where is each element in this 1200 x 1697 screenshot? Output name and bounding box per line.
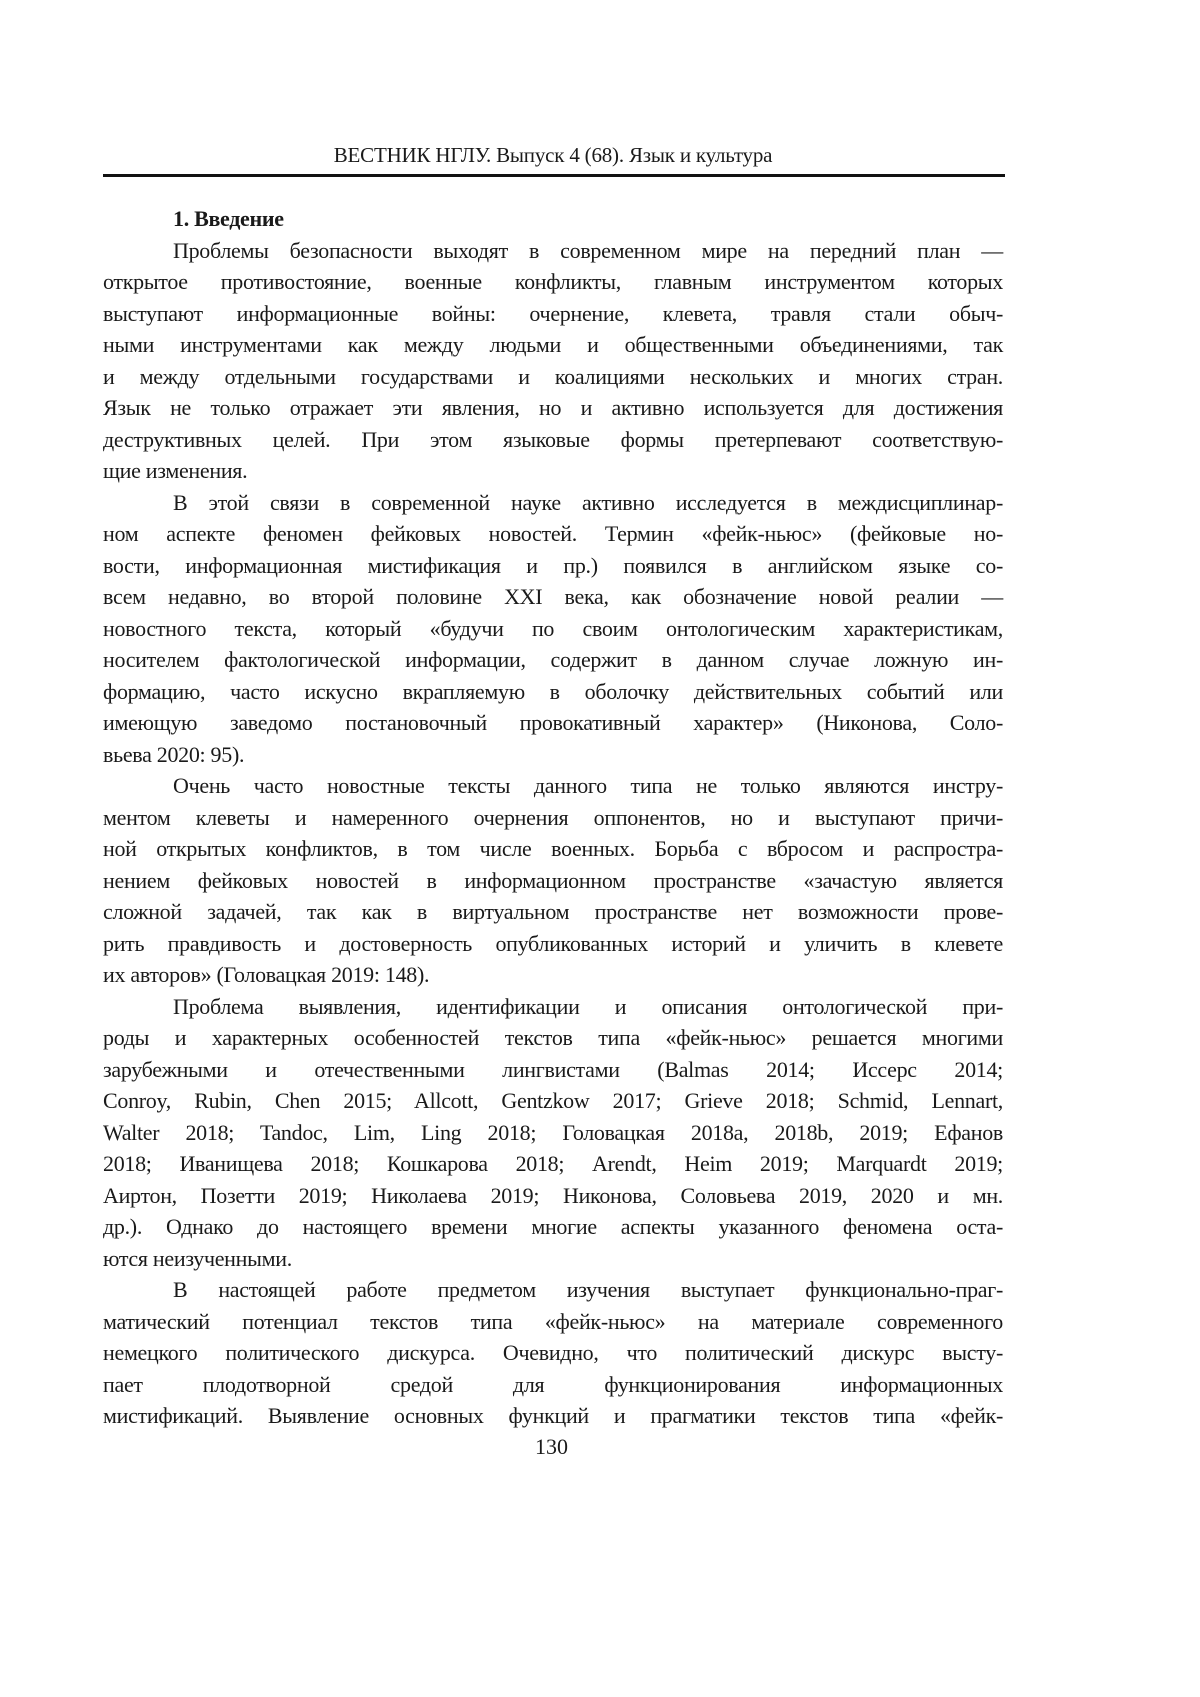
text-line: Аиртон, Позетти 2019; Николаева 2019; Никонова, Соловьева 2019, 2020 и мн.: [103, 1180, 1003, 1212]
text-line: немецкого политического дискурса. Очевидно, что политический дискурс высту-: [103, 1337, 1003, 1369]
text-line: всем недавно, во второй половине XXI века, как обозначение новой реалии —: [103, 581, 1003, 613]
text-line: носителем фактологической информации, содержит в данном случае ложную ин-: [103, 644, 1003, 676]
paragraph: [103, 487, 1003, 771]
text-line: новостного текста, который «будучи по своим онтологическим характеристикам,: [103, 613, 1003, 645]
text-line: ном аспекте феномен фейковых новостей. Термин «фейк-ньюс» (фейковые но-: [103, 518, 1003, 550]
text-line: вости, информационная мистификация и пр.) появился в английском языке со-: [103, 550, 1003, 582]
text-line: Walter 2018; Tandoc, Lim, Ling 2018; Головацкая 2018a, 2018b, 2019; Ефанов: [103, 1117, 1003, 1149]
text-line: их авторов» (Головацкая 2019: 148).: [103, 959, 1003, 991]
paragraph: [103, 235, 1003, 487]
text-line: Conroy, Rubin, Chen 2015; Allcott, Gentzkow 2017; Grieve 2018; Schmid, Lennart,: [103, 1085, 1003, 1117]
text-line: матический потенциал текстов типа «фейк-ньюс» на материале современного: [103, 1306, 1003, 1338]
text-line: рить правдивость и достоверность опубликованных историй и уличить в клевете: [103, 928, 1003, 960]
text-line: В этой связи в современной науке активно исследуется в междисциплинар-: [103, 487, 1003, 519]
text-line: формацию, часто искусно вкрапляемую в оболочку действительных событий или: [103, 676, 1003, 708]
text-line: сложной задачей, так как в виртуальном пространстве нет возможности прове-: [103, 896, 1003, 928]
article-body: [103, 203, 1003, 1432]
header-rule: [103, 174, 1005, 177]
text-line: Проблема выявления, идентификации и описания онтологической при-: [103, 991, 1003, 1023]
text-line: ментом клеветы и намеренного очернения оппонентов, но и выступают причи-: [103, 802, 1003, 834]
text-line: ются неизученными.: [103, 1243, 1003, 1275]
paragraph: [103, 770, 1003, 991]
text-line: Язык не только отражает эти явления, но и активно используется для достижения: [103, 392, 1003, 424]
text-line: выступают информационные войны: очернение, клевета, травля стали обыч-: [103, 298, 1003, 330]
paragraphs: [103, 235, 1003, 1432]
text-line: ной открытых конфликтов, в том числе военных. Борьба с вбросом и распростра-: [103, 833, 1003, 865]
text-line: 2018; Иванищева 2018; Кошкарова 2018; Arendt, Heim 2019; Marquardt 2019;: [103, 1148, 1003, 1180]
text-line: Проблемы безопасности выходят в современном мире на передний план —: [103, 235, 1003, 267]
text-line: и между отдельными государствами и коалициями нескольких и многих стран.: [103, 361, 1003, 393]
text-line: вьева 2020: 95).: [103, 739, 1003, 771]
text-line: нением фейковых новостей в информационном пространстве «зачастую является: [103, 865, 1003, 897]
text-line: ными инструментами как между людьми и общественными объединениями, так: [103, 329, 1003, 361]
text-line: пает плодотворной средой для функционирования информационных: [103, 1369, 1003, 1401]
text-line: щие изменения.: [103, 455, 1003, 487]
text-line: Очень часто новостные тексты данного типа не только являются инстру-: [103, 770, 1003, 802]
text-line: зарубежными и отечественными лингвистами (Balmas 2014; Иссерс 2014;: [103, 1054, 1003, 1086]
page-number: 130: [0, 1434, 1103, 1460]
paragraph: [103, 1274, 1003, 1432]
paragraph: [103, 991, 1003, 1275]
text-line: имеющую заведомо постановочный провокативный характер» (Никонова, Соло-: [103, 707, 1003, 739]
text-line: деструктивных целей. При этом языковые формы претерпевают соответствую-: [103, 424, 1003, 456]
text-line: мистификаций. Выявление основных функций и прагматики текстов типа «фейк-: [103, 1400, 1003, 1432]
text-line: др.). Однако до настоящего времени многие аспекты указанного феномена оста-: [103, 1211, 1003, 1243]
text-line: роды и характерных особенностей текстов типа «фейк-ньюс» решается многими: [103, 1022, 1003, 1054]
running-header: ВЕСТНИК НГЛУ. Выпуск 4 (68). Язык и культура: [103, 143, 1003, 168]
text-line: В настоящей работе предметом изучения выступает функционально-праг-: [103, 1274, 1003, 1306]
section-heading: 1. Введение: [103, 203, 1003, 235]
text-line: открытое противостояние, военные конфликты, главным инструментом которых: [103, 266, 1003, 298]
